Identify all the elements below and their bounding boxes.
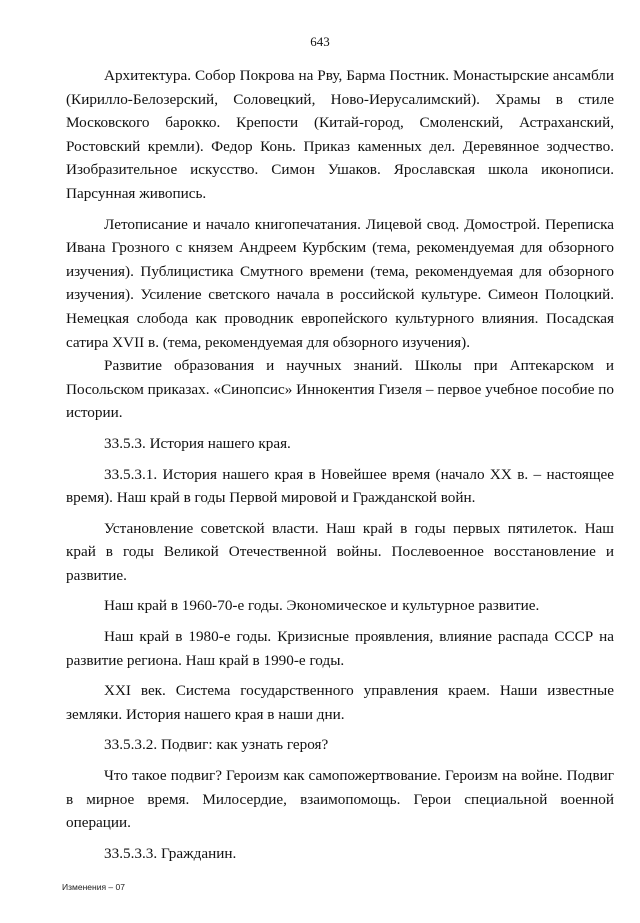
paragraph-21st-century: XXI век. Система государственного управления краем. Наши известные земляки. История нашего края в наши дни. bbox=[66, 682, 614, 723]
body-text bbox=[66, 64, 614, 865]
paragraph-education: Развитие образования и научных знаний. Школы при Аптекарском и Посольском приказах. «Синопсис» Иннокентия Гизеля – первое учебное пособие по истории. bbox=[66, 357, 614, 422]
paragraph-heroism: Что такое подвиг? Героизм как самопожертвование. Героизм на войне. Подвиг в мирное время. Милосердие, взаимопомощь. Герои специальной военной операции. bbox=[66, 767, 614, 832]
paragraph-architecture: Архитектура. Собор Покрова на Рву, Барма Постник. Монастырские ансамбли (Кирилло-Белозерский, Соловецкий, Ново-Иерусалимский). Храмы в стиле Московского барокко. Крепости (Китай-город, Смоленский, Астраханский, Ростовский кремли). Федор Конь. Приказ каменных дел. Деревянное зодчество. Изобразительное искусство. Симон Ушаков. Ярославская школа иконописи. Парсунная живопись. bbox=[66, 67, 614, 202]
paragraph-1980: Наш край в 1980-е годы. Кризисные проявления, влияние распада СССР на развитие региона. Наш край в 1990-е годы. bbox=[66, 628, 614, 669]
section-heading-33-5-3-3: 33.5.3.3. Гражданин. bbox=[104, 844, 237, 862]
footer-revision-note: Изменения – 07 bbox=[62, 882, 125, 892]
paragraph-1960-70: Наш край в 1960-70-е годы. Экономическое и культурное развитие. bbox=[104, 597, 540, 615]
section-33-5-3-1: 33.5.3.1. История нашего края в Новейшее время (начало XX в. – настоящее время). Наш край в годы Первой мировой и Гражданской войн. bbox=[66, 465, 614, 507]
paragraph-chronicles: Летописание и начало книгопечатания. Лицевой свод. Домострой. Переписка Ивана Грозного с князем Андреем Курбским (тема, рекомендуемая для обзорного изучения). Публицистика Смутного времени (тема, рекомендуемая для обзорного изучения). Усиление светского начала в российской культуре. Симеон Полоцкий. Немецкая слобода как проводник европейского культурного влияния. Посадская сатира XVII в. (тема, рекомендуемая для обзорного изучения). bbox=[66, 215, 614, 351]
section-heading-33-5-3: 33.5.3. История нашего края. bbox=[104, 434, 291, 452]
page-number: 643 bbox=[310, 34, 330, 49]
paragraph-soviet-power: Установление советской власти. Наш край в годы первых пятилеток. Наш край в годы Великой Отечественной войны. Послевоенное восстановление и развитие. bbox=[66, 519, 614, 584]
section-heading-33-5-3-2: 33.5.3.2. Подвиг: как узнать героя? bbox=[104, 736, 329, 754]
